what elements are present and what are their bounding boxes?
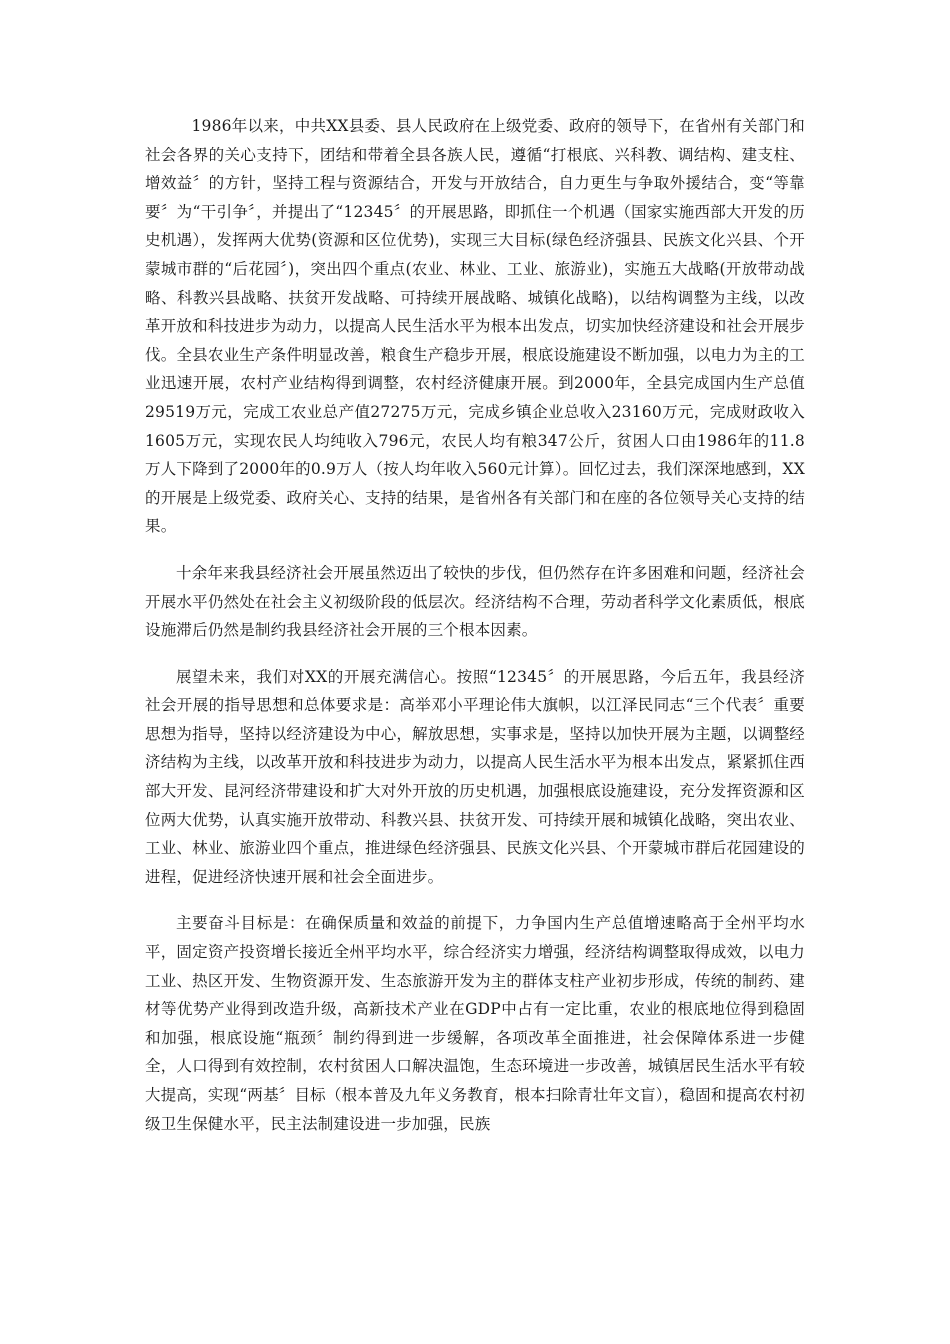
paragraph-history: 1986年以来，中共XX县委、县人民政府在上级党委、政府的领导下，在省州有关部门和社会各界的关心支持下，团结和带着全县各族人民，遵循“打根底、兴科教、调结构、建支柱、增效益〞的方针，坚持工程与资源结合，开发与开放结合，自力更生与争取外援结合，变“等靠要〞为“干引争〞，并提出了“12345〞的开展思路，即抓住一个机遇（国家实施西部大开发的历史机遇），发挥两大优势(资源和区位优势)，实现三大目标(绿色经济强县、民族文化兴县、个开蒙城市群的“后花园〞)，突出四个重点(农业、林业、工业、旅游业)，实施五大战略(开放带动战略、科教兴县战略、扶贫开发战略、可持续开展战略、城镇化战略)，以结构调整为主线，以改革开放和科技进步为动力，以提高人民生活水平为根本出发点，切实加快经济建设和社会开展步伐。全县农业生产条件明显改善，粮食生产稳步开展，根底设施建设不断加强，以电力为主的工业迅速开展，农村产业结构得到调整，农村经济健康开展。到2000年，全县完成国内生产总值29519万元，完成工农业总产值27275万元，完成乡镇企业总收入23160万元，完成财政收入1605万元，实现农民人均纯收入796元，农民人均有粮347公斤，贫困人口由1986年的11.8万人下降到了2000年的0.9万人（按人均年收入560元计算）。回忆过去，我们深深地感到，XX的开展是上级党委、政府关心、支持的结果，是省州各有关部门和在座的各位领导关心支持的结果。 (145, 117, 805, 536)
document-body (145, 112, 805, 1138)
paragraph-goals: 主要奋斗目标是：在确保质量和效益的前提下，力争国内生产总值增速略高于全州平均水平，固定资产投资增长接近全州平均水平，综合经济实力增强，经济结构调整取得成效，以电力工业、热区开发、生物资源开发、生态旅游开发为主的群体支柱产业初步形成，传统的制药、建材等优势产业得到改造升级，高新技术产业在GDP中占有一定比重，农业的根底地位得到稳固和加强，根底设施“瓶颈〞制约得到进一步缓解，各项改革全面推进，社会保障体系进一步健全，人口得到有效控制，农村贫困人口解决温饱，生态环境进一步改善，城镇居民生活水平有较大提高，实现“两基〞目标（根本普及九年义务教育，根本扫除青壮年文盲），稳固和提高农村初级卫生保健水平，民主法制建设进一步加强，民族 (145, 914, 805, 1133)
paragraph-problems: 十余年来我县经济社会开展虽然迈出了较快的步伐，但仍然存在许多困难和问题，经济社会开展水平仍然处在社会主义初级阶段的低层次。经济结构不合理，劳动者科学文化素质低，根底设施滞后仍然是制约我县经济社会开展的三个根本因素。 (145, 563, 805, 640)
paragraph-outlook: 展望未来，我们对XX的开展充满信心。按照“12345〞的开展思路，今后五年，我县经济社会开展的指导思想和总体要求是：高举邓小平理论伟大旗帜，以江泽民同志“三个代表〞重要思想为指导，坚持以经济建设为中心，解放思想，实事求是，坚持以加快开展为主题，以调整经济结构为主线，以改革开放和科技进步为动力，以提高人民生活水平为根本出发点，紧紧抓住西部大开发、昆河经济带建设和扩大对外开放的历史机遇，加强根底设施建设，充分发挥资源和区位两大优势，认真实施开放带动、科教兴县、扶贫开发、可持续开展和城镇化战略，突出农业、工业、林业、旅游业四个重点，推进绿色经济强县、民族文化兴县、个开蒙城市群后花园建设的进程，促进经济快速开展和社会全面进步。 (145, 667, 805, 886)
